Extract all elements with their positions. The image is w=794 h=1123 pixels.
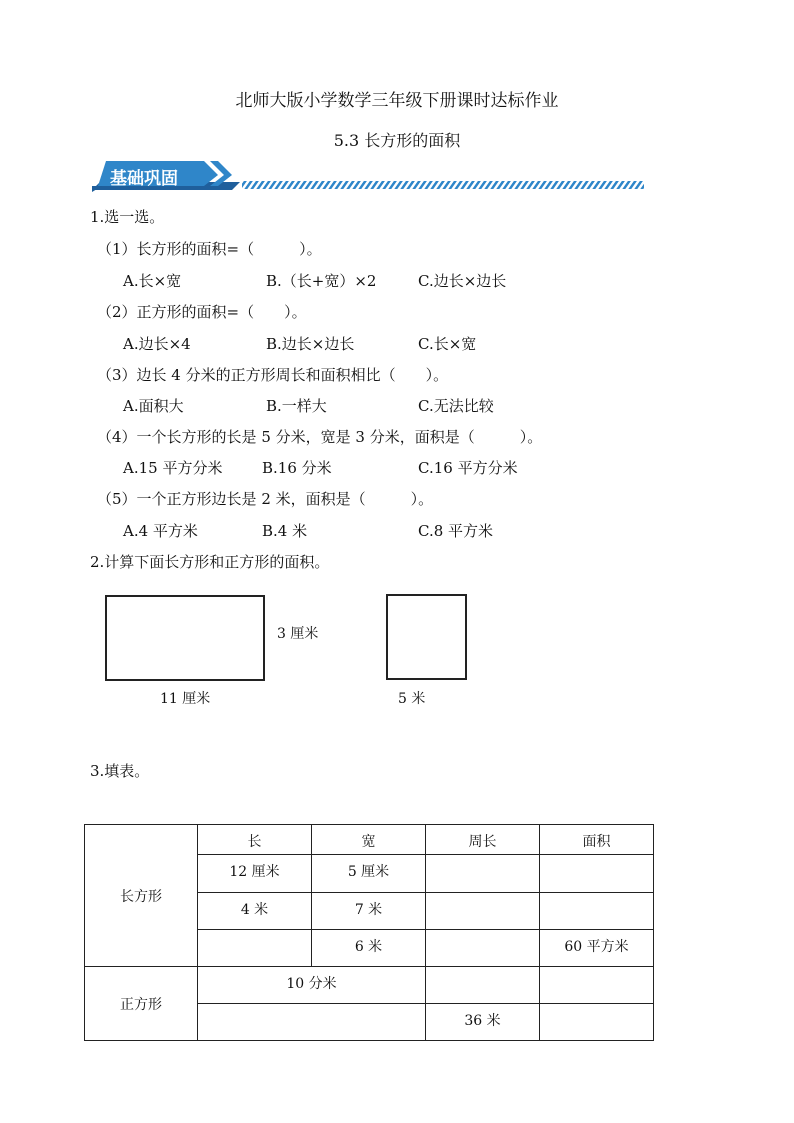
rectangle-height-label: 3 厘米	[277, 626, 319, 642]
table-cell[interactable]	[540, 855, 654, 893]
table-cell: 36 米	[426, 1004, 540, 1041]
q1-3-option-a: A.面积大	[123, 397, 184, 415]
q1-2-option-a: A.边长×4	[123, 335, 191, 353]
table-cell: 12 厘米	[198, 855, 312, 893]
q1-1-option-c: C.边长×边长	[418, 272, 507, 290]
q1-1-option-a: A.长×宽	[123, 272, 182, 290]
table-cell-square: 正方形	[85, 967, 198, 1041]
table-cell[interactable]	[426, 930, 540, 967]
table-row	[85, 825, 654, 855]
fill-in-table	[84, 824, 654, 1041]
table-cell[interactable]	[426, 855, 540, 893]
table-header-area: 面积	[540, 825, 654, 855]
q1-2-option-c: C.长×宽	[418, 335, 477, 353]
table-cell[interactable]	[540, 1004, 654, 1041]
table-cell[interactable]	[540, 967, 654, 1004]
q1-2-option-b: B.边长×边长	[266, 335, 355, 353]
table-cell: 60 平方米	[540, 930, 654, 967]
q1-4-option-b: B.16 分米	[262, 459, 332, 477]
table-cell: 5 厘米	[312, 855, 426, 893]
square-side-label: 5 米	[398, 691, 426, 707]
table-cell: 6 米	[312, 930, 426, 967]
table-row	[85, 967, 654, 1004]
q3-stem: 3.填表。	[90, 762, 150, 780]
q1-1-option-b: B.（长+宽）×2	[266, 272, 377, 290]
page-subtitle: 5.3 长方形的面积	[333, 131, 461, 150]
square-figure	[386, 594, 467, 680]
rectangle-figure	[105, 595, 265, 681]
page-title: 北师大版小学数学三年级下册课时达标作业	[235, 91, 559, 111]
banner-label: 基础巩固	[110, 169, 178, 189]
table-cell-rectangle: 长方形	[85, 825, 198, 967]
q1-3-option-c: C.无法比较	[418, 397, 494, 415]
q1-3-stem: （3）边长 4 分米的正方形周长和面积相比（ ）。	[97, 366, 449, 384]
q1-3-option-b: B.一样大	[266, 397, 327, 415]
q1-5-option-a: A.4 平方米	[123, 522, 198, 540]
table-header-length: 长	[198, 825, 312, 855]
section-banner	[92, 158, 648, 194]
table-header-perimeter: 周长	[426, 825, 540, 855]
q1-4-option-a: A.15 平方分米	[123, 459, 223, 477]
table-cell[interactable]	[198, 930, 312, 967]
table-cell: 4 米	[198, 893, 312, 930]
q2-stem: 2.计算下面长方形和正方形的面积。	[90, 553, 330, 571]
q1-4-option-c: C.16 平方分米	[418, 459, 518, 477]
q1-5-option-c: C.8 平方米	[418, 522, 494, 540]
banner-stripe-bar	[242, 181, 644, 189]
table-cell[interactable]	[540, 893, 654, 930]
table-cell: 10 分米	[198, 967, 426, 1004]
table-cell[interactable]	[426, 893, 540, 930]
q1-1-stem: （1）长方形的面积=（ ）。	[97, 240, 322, 258]
q1-5-option-b: B.4 米	[262, 522, 308, 540]
q1-stem: 1.选一选。	[90, 208, 165, 226]
q1-4-stem: （4）一个长方形的长是 5 分米，宽是 3 分米，面积是（ ）。	[97, 428, 543, 446]
q1-2-stem: （2）正方形的面积=（ ）。	[97, 303, 307, 321]
rectangle-width-label: 11 厘米	[160, 691, 211, 707]
table-cell[interactable]	[198, 1004, 426, 1041]
table-cell[interactable]	[426, 967, 540, 1004]
q1-5-stem: （5）一个正方形边长是 2 米，面积是（ ）。	[97, 490, 434, 508]
table-header-width: 宽	[312, 825, 426, 855]
table-cell: 7 米	[312, 893, 426, 930]
